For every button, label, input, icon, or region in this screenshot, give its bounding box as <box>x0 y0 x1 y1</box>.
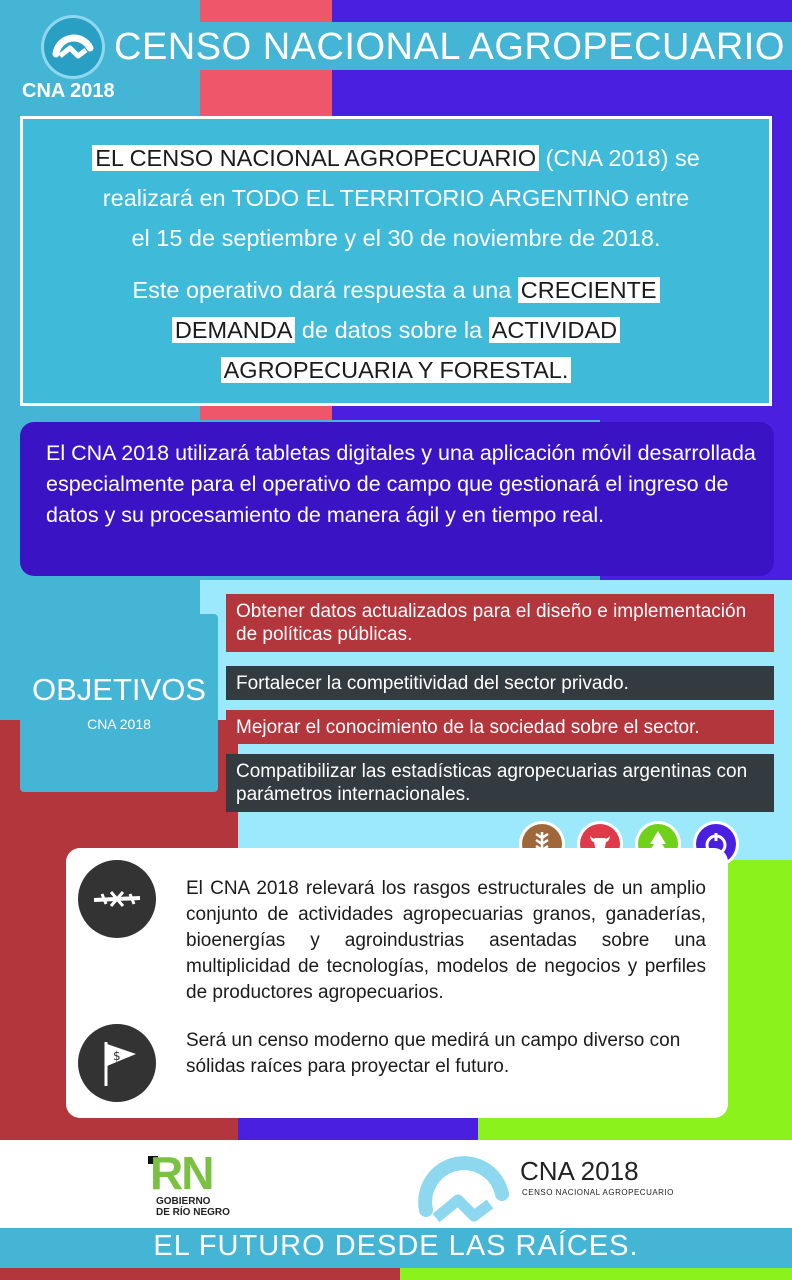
footer-slogan: EL FUTURO DESDE LAS RAÍCES. <box>153 1230 639 1262</box>
objectives-title: OBJETIVOS <box>32 672 206 707</box>
intro-highlight: CRECIENTE <box>518 277 660 303</box>
intro-line-1 <box>30 138 762 178</box>
intro-highlight: EL CENSO NACIONAL AGROPECUARIO <box>92 145 539 171</box>
intro-text: de datos sobre la <box>295 317 489 343</box>
intro-line-2: realizará en TODO EL TERRITORIO ARGENTINO entre <box>102 185 690 211</box>
rn-line-2: DE RÍO NEGRO <box>156 1207 230 1218</box>
intro-highlight: DEMANDA <box>172 317 296 343</box>
footer-logos-band <box>0 1140 792 1228</box>
intro-line-4 <box>30 270 762 310</box>
info-paragraph-1: El CNA 2018 relevará los rasgos estructurales de un amplio conjunto de actividades agropecuarias granos, ganaderías, bioenergías y agroindustrias asentadas sobre una multiplicidad de tecnologías, modelos de negocios y perfiles de productores agropecuarios. <box>186 878 706 1003</box>
rn-line-1: GOBIERNO <box>156 1196 211 1207</box>
cna-logo-icon <box>44 18 102 76</box>
objectives-subtitle: CNA 2018 <box>87 716 151 732</box>
cna-footer-logo-icon <box>418 1144 510 1228</box>
objective-item: Obtener datos actualizados para el diseño e implementación de políticas públicas. <box>226 594 774 652</box>
money-flag-icon <box>78 1024 156 1102</box>
tablets-text: El CNA 2018 utilizará tabletas digitales y una aplicación móvil desarrollada especialmente para el operativo de campo que gestionará el ingreso de datos y su procesamiento de manera ágil y en tiempo real. <box>46 441 756 527</box>
rn-logo-text <box>156 1196 230 1218</box>
intro-highlight: AGROPECUARIA Y FORESTAL. <box>221 357 572 383</box>
intro-line-6 <box>30 350 762 390</box>
logo-label: CNA 2018 <box>22 80 115 102</box>
intro-highlight: ACTIVIDAD <box>489 317 620 343</box>
intro-text: (CNA 2018) se <box>539 145 700 171</box>
intro-text: Este operativo dará respuesta a una <box>132 277 518 303</box>
rn-logo-letters: RN <box>150 1147 213 1199</box>
page-title: CENSO NACIONAL AGROPECUARIO <box>114 26 785 68</box>
svg-text:$: $ <box>113 1049 121 1063</box>
cna-footer-subtitle: CENSO NACIONAL AGROPECUARIO <box>522 1188 674 1197</box>
intro-line-5 <box>30 310 762 350</box>
intro-line-3: el 15 de septiembre y el 30 de noviembre de 2018. <box>131 225 661 251</box>
info-paragraph-2: Será un censo moderno que medirá un campo diverso con sólidas raíces para proyectar el futuro. <box>186 1030 681 1077</box>
objective-item: Mejorar el conocimiento de la sociedad sobre el sector. <box>226 710 774 744</box>
barbed-wire-icon <box>78 860 156 938</box>
objective-item: Compatibilizar las estadísticas agropecuarias argentinas con parámetros internacionales. <box>226 754 774 812</box>
cna-footer-title: CNA 2018 <box>520 1156 639 1186</box>
objective-item: Fortalecer la competitividad del sector privado. <box>226 666 774 700</box>
